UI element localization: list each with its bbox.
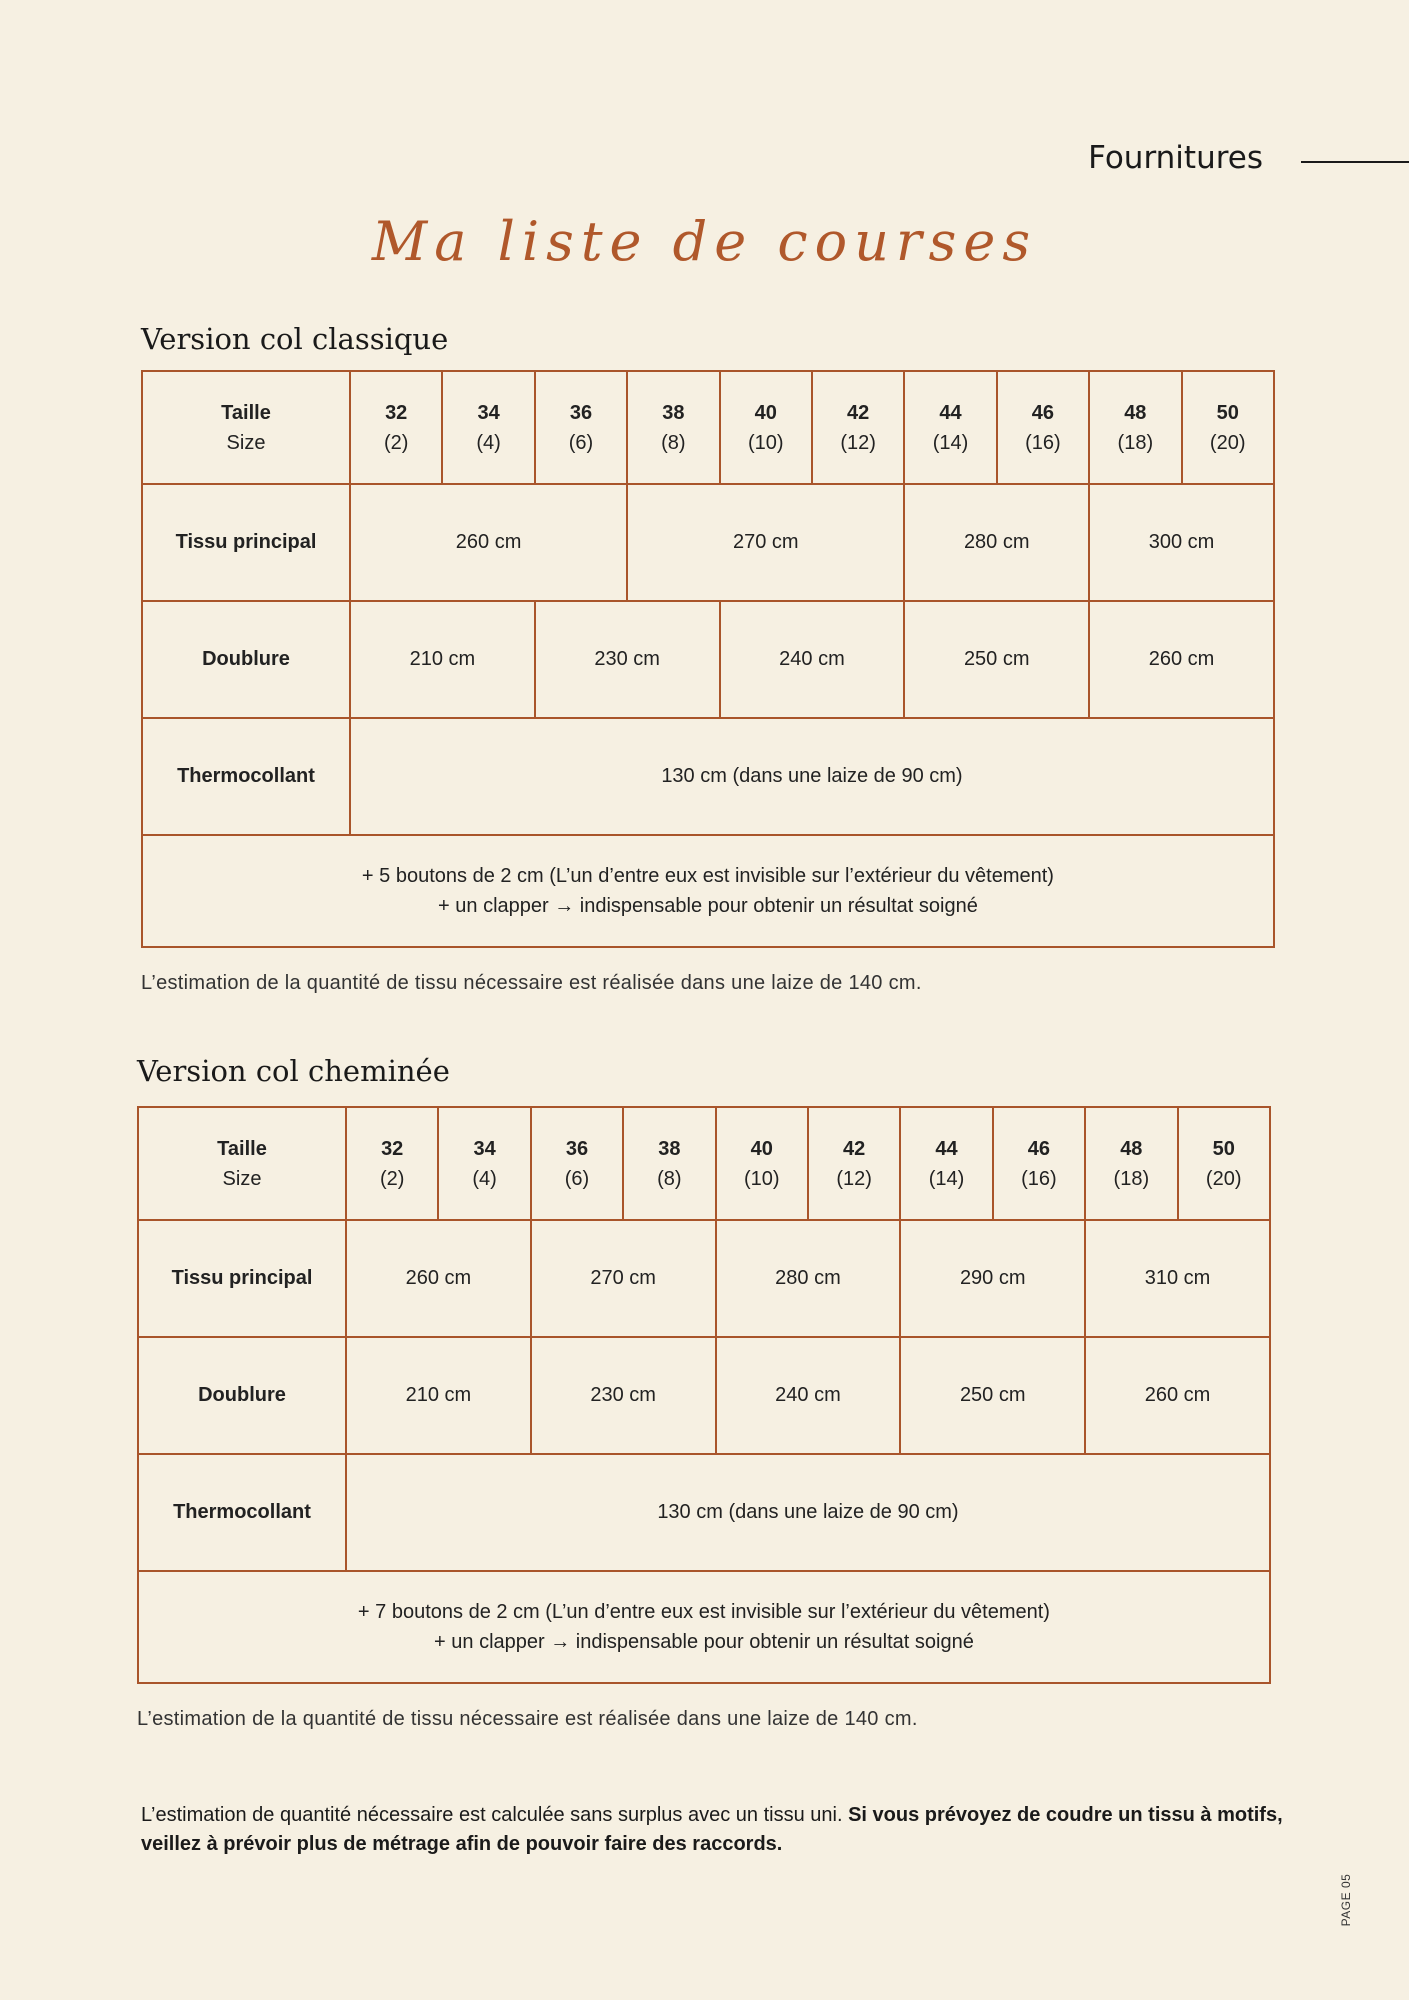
extras-row — [138, 1571, 1270, 1683]
size-intl: (4) — [472, 1167, 497, 1190]
row-label: Doublure — [142, 601, 350, 718]
value-cell: 280 cm — [716, 1220, 901, 1337]
size-cell — [716, 1107, 808, 1220]
value-cell: 250 cm — [900, 1337, 1085, 1454]
value-cell: 260 cm — [346, 1220, 531, 1337]
value-cell: 240 cm — [720, 601, 905, 718]
size-fr: 42 — [847, 401, 870, 424]
value-cell: 210 cm — [346, 1337, 531, 1454]
size-cell — [442, 371, 534, 484]
size-fr: 48 — [1120, 1137, 1143, 1160]
size-intl: (14) — [928, 1167, 965, 1190]
doublure-row — [138, 1337, 1270, 1454]
size-fr: 46 — [1027, 1137, 1051, 1160]
value-cell: 210 cm — [350, 601, 535, 718]
size-intl: (2) — [379, 1167, 405, 1190]
value-cell: 250 cm — [904, 601, 1089, 718]
size-intl: (8) — [657, 1167, 682, 1190]
value-cell: 240 cm — [716, 1337, 901, 1454]
version-title-cheminee: Version col cheminée — [137, 1054, 450, 1088]
size-cell — [1089, 371, 1181, 484]
doublure-row — [142, 601, 1274, 718]
size-sublabel: Size — [226, 431, 266, 454]
value-cell: 260 cm — [350, 484, 627, 601]
value-cell: 260 cm — [1089, 601, 1274, 718]
thermocollant-row — [138, 1454, 1270, 1571]
laize-note-cheminee: L’estimation de la quantité de tissu nécessaire est réalisée dans une laize de 140 cm. — [137, 1708, 918, 1730]
size-fr: 34 — [473, 1137, 496, 1160]
size-fr: 42 — [843, 1137, 866, 1160]
size-intl: (6) — [568, 431, 594, 454]
size-fr: 32 — [385, 401, 408, 424]
size-intl: (20) — [1209, 431, 1246, 454]
supplies-table-classique — [141, 370, 1275, 948]
size-row — [142, 371, 1274, 484]
size-fr: 44 — [935, 1137, 958, 1160]
extras-cell — [138, 1571, 1270, 1683]
size-intl: (10) — [743, 1167, 780, 1190]
size-fr: 44 — [939, 401, 962, 424]
section-rule — [1301, 161, 1409, 163]
size-fr: 50 — [1216, 401, 1239, 424]
size-cell — [720, 371, 812, 484]
size-intl: (12) — [840, 431, 876, 454]
size-fr: 38 — [662, 401, 685, 424]
size-fr: 36 — [565, 1137, 589, 1160]
size-cell — [812, 371, 904, 484]
size-fr: 34 — [477, 401, 500, 424]
size-intl: (4) — [476, 431, 501, 454]
size-cell — [531, 1107, 623, 1220]
footer-note — [141, 1801, 1291, 1859]
size-fr: 40 — [754, 401, 777, 424]
extras-row — [142, 835, 1274, 947]
value-cell: 230 cm — [535, 601, 720, 718]
size-cell — [997, 371, 1089, 484]
laize-note-classique: L’estimation de la quantité de tissu nécessaire est réalisée dans une laize de 140 cm. — [141, 972, 922, 994]
extras-line: + 7 boutons de 2 cm (L’un d’entre eux est invisible sur l’extérieur du vêtement) — [357, 1601, 1050, 1623]
tissu-principal-row — [142, 484, 1274, 601]
value-cell: 300 cm — [1089, 484, 1274, 601]
value-cell: 290 cm — [900, 1220, 1085, 1337]
size-intl: (16) — [1025, 431, 1061, 454]
size-intl: (2) — [383, 431, 409, 454]
size-cell — [535, 371, 627, 484]
footer-note-regular: L’estimation de quantité nécessaire est calculée sans surplus avec un tissu uni. — [141, 1804, 843, 1826]
size-fr: 40 — [750, 1137, 773, 1160]
size-intl: (18) — [1117, 431, 1154, 454]
size-cell — [993, 1107, 1085, 1220]
size-intl: (10) — [747, 431, 784, 454]
size-intl: (8) — [661, 431, 686, 454]
extras-line: + 5 boutons de 2 cm (L’un d’entre eux est invisible sur l’extérieur du vêtement) — [361, 865, 1054, 887]
size-label: Taille — [217, 1137, 267, 1160]
size-cell — [623, 1107, 715, 1220]
extras-line: + un clapper → indispensable pour obtenir un résultat soigné — [438, 895, 978, 917]
size-cell — [1178, 1107, 1270, 1220]
row-label: Tissu principal — [142, 484, 350, 601]
size-cell — [346, 1107, 438, 1220]
page-title: Ma liste de courses — [371, 210, 1038, 273]
size-cell — [438, 1107, 530, 1220]
size-intl: (12) — [836, 1167, 872, 1190]
value-cell: 280 cm — [904, 484, 1089, 601]
row-label: Tissu principal — [138, 1220, 346, 1337]
size-cell — [1085, 1107, 1177, 1220]
size-label: Taille — [221, 401, 271, 424]
value-cell: 260 cm — [1085, 1337, 1270, 1454]
size-sublabel: Size — [222, 1167, 262, 1190]
value-cell: 230 cm — [531, 1337, 716, 1454]
size-row — [138, 1107, 1270, 1220]
version-title-classique: Version col classique — [141, 322, 449, 356]
size-intl: (14) — [932, 431, 969, 454]
value-cell: 270 cm — [531, 1220, 716, 1337]
row-label: Doublure — [138, 1337, 346, 1454]
size-cell — [900, 1107, 992, 1220]
size-intl: (6) — [564, 1167, 590, 1190]
size-cell — [627, 371, 719, 484]
size-intl: (18) — [1113, 1167, 1150, 1190]
size-fr: 48 — [1124, 401, 1147, 424]
supplies-table-cheminee — [137, 1106, 1271, 1684]
extras-line: + un clapper → indispensable pour obtenir un résultat soigné — [434, 1631, 974, 1653]
size-cell — [904, 371, 996, 484]
value-cell: 270 cm — [627, 484, 904, 601]
size-header-cell — [142, 371, 350, 484]
size-cell — [808, 1107, 900, 1220]
size-cell — [350, 371, 442, 484]
value-cell: 130 cm (dans une laize de 90 cm) — [346, 1454, 1270, 1571]
footer-note-bold: Si vous prévoyez de coudre un tissu à motifs, veillez à prévoir plus de métrage afin de pouvoir faire des raccords. — [141, 1804, 1283, 1855]
size-fr: 46 — [1031, 401, 1055, 424]
row-label: Thermocollant — [138, 1454, 346, 1571]
tissu-principal-row — [138, 1220, 1270, 1337]
size-fr: 50 — [1212, 1137, 1235, 1160]
page-number-label: PAGE 05 — [1339, 1873, 1353, 1927]
section-label: Fournitures — [1088, 140, 1263, 176]
size-cell — [1182, 371, 1274, 484]
size-intl: (20) — [1205, 1167, 1242, 1190]
extras-cell — [142, 835, 1274, 947]
size-fr: 38 — [658, 1137, 681, 1160]
value-cell: 310 cm — [1085, 1220, 1270, 1337]
thermocollant-row — [142, 718, 1274, 835]
size-fr: 32 — [381, 1137, 404, 1160]
row-label: Thermocollant — [142, 718, 350, 835]
size-header-cell — [138, 1107, 346, 1220]
size-intl: (16) — [1021, 1167, 1057, 1190]
size-fr: 36 — [569, 401, 593, 424]
value-cell: 130 cm (dans une laize de 90 cm) — [350, 718, 1274, 835]
